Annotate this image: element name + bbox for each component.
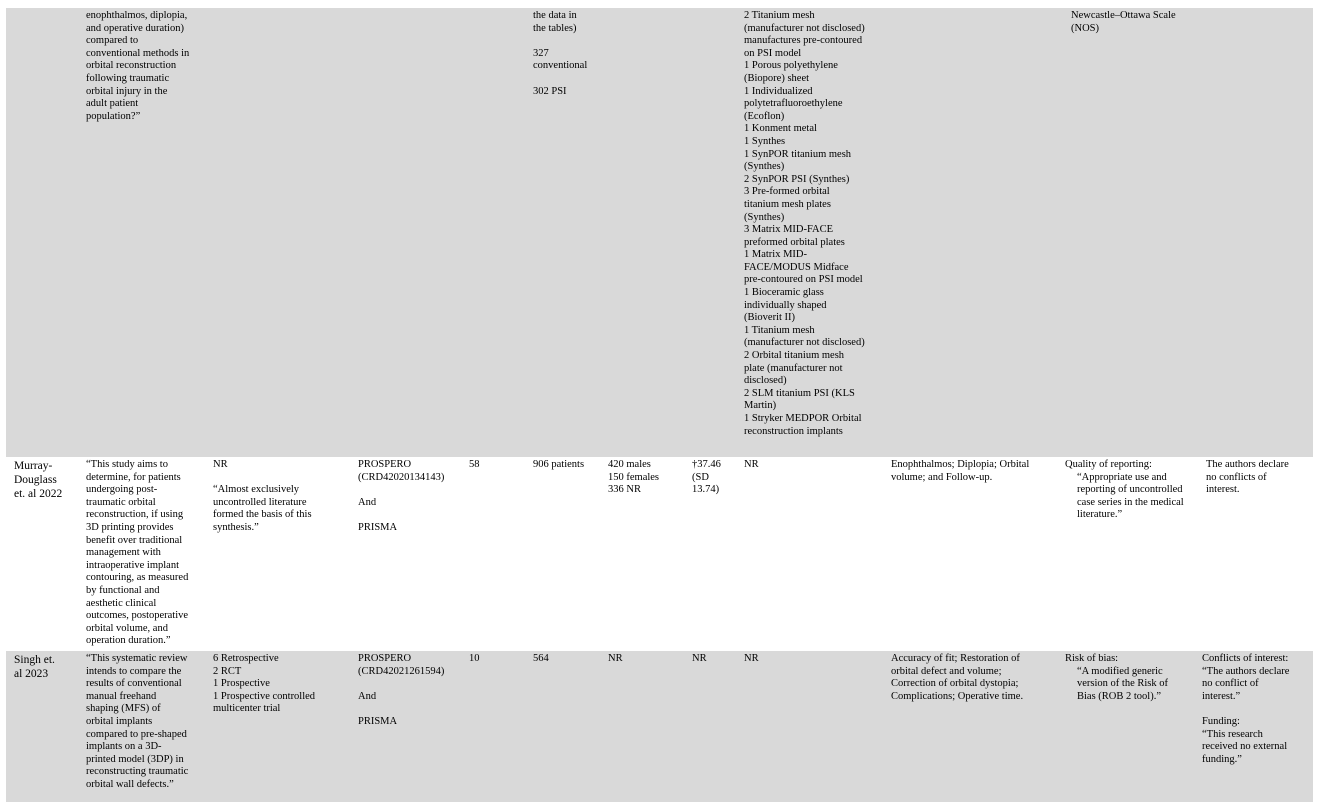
text-line: And (358, 690, 377, 702)
text-line: †37.46 (692, 459, 721, 470)
text-line: 1 Stryker MEDPOR Orbital (744, 413, 862, 424)
protocol-cell (358, 653, 468, 729)
text-line: “Appropriate use and (1077, 471, 1167, 483)
table-row (6, 8, 1313, 457)
text-line: reporting of uncontrolled (1077, 484, 1183, 496)
text-line: management with (86, 547, 161, 559)
text-line: 3D printing provides (86, 521, 174, 533)
text-line: and operative duration) (86, 22, 184, 34)
text-line (358, 703, 468, 716)
text-line: orbital wall defects.” (86, 778, 174, 790)
text-line: PROSPERO (358, 653, 412, 664)
text-line: 1 Konment metal (744, 123, 817, 135)
text-line: (Synthes) (744, 161, 785, 173)
text-line: synthesis.” (213, 521, 259, 533)
text-line: the data in (533, 10, 577, 21)
text-line: 906 patients (533, 459, 585, 470)
text-line: 6 Retrospective (213, 653, 279, 664)
text-line: orbital defect and volume; (891, 665, 1002, 677)
text-line: titanium mesh plates (744, 198, 831, 210)
text-line: received no external (1202, 741, 1288, 753)
text-line: 327 (533, 47, 549, 59)
text-line: 420 males (608, 459, 651, 470)
text-line: plate (manufacturer not (744, 362, 843, 374)
text-line: (Synthes) (744, 211, 785, 223)
patients-cell (533, 10, 603, 98)
text-line: “This systematic review (86, 653, 188, 664)
table-row (6, 651, 1313, 802)
text-line: NR (692, 653, 707, 664)
objective-cell (86, 10, 206, 123)
text-line: conventional methods in (86, 47, 190, 59)
text-line (213, 472, 353, 485)
conflicts-cell (1202, 653, 1312, 766)
text-line: no conflict of (1202, 678, 1259, 690)
text-line: Correction of orbital dystopia; (891, 678, 1019, 690)
text-line: reconstruction, if using (86, 509, 184, 521)
text-line: Martin) (744, 400, 777, 412)
text-line (358, 484, 468, 497)
text-line: the tables) (533, 22, 577, 34)
text-line: NR (744, 653, 759, 664)
text-line: Murray- (14, 460, 53, 472)
text-line: Complications; Operative time. (891, 690, 1024, 702)
text-line: reconstruction implants (744, 425, 843, 437)
text-line: “Almost exclusively (213, 484, 300, 496)
text-line: pre-contoured on PSI model (744, 274, 863, 286)
text-line: 1 Matrix MID- (744, 249, 807, 261)
quality-text (1065, 666, 1200, 704)
sex-cell (608, 459, 688, 497)
text-line: Bias (ROB 2 tool).” (1077, 690, 1161, 702)
quality-text (1065, 472, 1200, 522)
patients-cell (533, 459, 603, 472)
text-line: determine, for patients (86, 471, 181, 483)
text-line: Newcastle–Ottawa Scale (1071, 10, 1176, 21)
text-line: following traumatic (86, 72, 170, 84)
quality-label: Risk of bias: (1065, 653, 1119, 664)
text-line: 2 SLM titanium PSI (KLS (744, 387, 855, 399)
text-line: PROSPERO (358, 459, 412, 470)
text-line (533, 73, 603, 86)
text-line: interest.” (1202, 690, 1241, 702)
text-line: 1 Porous polyethylene (744, 60, 838, 72)
text-line: (Bioverit II) (744, 312, 796, 324)
text-line: funding.” (1202, 753, 1242, 765)
text-line: “A modified generic (1077, 665, 1163, 677)
text-line: uncontrolled literature (213, 496, 307, 508)
text-line: outcomes, postoperative (86, 610, 189, 622)
text-line: 1 Synthes (744, 135, 786, 147)
text-line: adult patient (86, 98, 139, 110)
text-line: shaping (MFS) of (86, 703, 161, 715)
text-line: literature.” (1077, 509, 1123, 521)
text-line: conventional (533, 60, 588, 72)
age-cell (692, 653, 740, 666)
implants-cell (744, 653, 884, 666)
text-line: Conflicts of interest: (1202, 653, 1289, 664)
text-line: NR (213, 459, 228, 470)
text-line: 2 Titanium mesh (744, 10, 815, 21)
text-line: (NOS) (1071, 22, 1099, 34)
text-line: disclosed) (744, 375, 787, 387)
design-cell (213, 459, 353, 535)
text-line: et. al 2022 (14, 488, 63, 500)
text-line: interest. (1206, 484, 1240, 496)
objective-cell (86, 653, 208, 792)
text-line (1202, 703, 1312, 716)
text-line: undergoing post- (86, 484, 158, 496)
text-line: “This research (1202, 728, 1263, 740)
text-line: operation duration.” (86, 635, 171, 647)
text-line: 1 Prospective (213, 678, 270, 690)
studies-cell: 10 (469, 653, 480, 664)
text-line: compared to pre-shaped (86, 728, 187, 740)
quality-cell (1071, 10, 1201, 35)
text-line: volume; and Follow-up. (891, 471, 993, 483)
text-line: NR (608, 653, 623, 664)
text-line: results of conventional (86, 678, 182, 690)
text-line: 13.74) (692, 484, 720, 496)
quality-cell (1065, 459, 1200, 522)
text-line: (SD (692, 471, 709, 483)
text-line: (CRD42021261594) (358, 665, 445, 677)
text-line: “The authors declare (1202, 665, 1290, 677)
text-line: no conflicts of (1206, 471, 1267, 483)
text-line: manual freehand (86, 690, 157, 702)
implants-cell (744, 459, 884, 472)
text-line (358, 678, 468, 691)
text-line: on PSI model (744, 47, 802, 59)
studies-cell: 58 (469, 459, 480, 470)
table-row (6, 457, 1313, 651)
text-line: intraoperative implant (86, 559, 180, 571)
text-line: al 2023 (14, 668, 49, 680)
text-line: orbital reconstruction (86, 60, 177, 72)
text-line: compared to (86, 35, 139, 47)
implants-cell (744, 10, 884, 438)
text-line: 1 Prospective controlled (213, 690, 316, 702)
text-line: 2 SynPOR PSI (Synthes) (744, 173, 850, 185)
text-line: 3 Matrix MID-FACE (744, 224, 834, 236)
text-line: contouring, as measured (86, 572, 189, 584)
text-line: 2 Orbital titanium mesh (744, 350, 845, 362)
text-line: 1 Bioceramic glass (744, 287, 824, 299)
study-cell (14, 653, 84, 681)
text-line: multicenter trial (213, 703, 281, 715)
protocol-cell (358, 459, 468, 535)
sex-cell (608, 653, 688, 666)
text-line: PRISMA (358, 521, 398, 533)
text-line: 302 PSI (533, 85, 567, 97)
outcomes-cell (891, 459, 1061, 484)
text-line: orbital implants (86, 715, 153, 727)
text-line: implants on a 3D- (86, 741, 162, 753)
text-line: orbital volume, and (86, 622, 168, 634)
age-cell (692, 459, 740, 497)
text-line: 564 (533, 653, 549, 664)
text-line: polytetrafluoroethylene (744, 98, 843, 110)
text-line: preformed orbital plates (744, 236, 845, 248)
text-line: 1 Individualized (744, 85, 813, 97)
text-line: reconstructing traumatic (86, 766, 189, 778)
text-line: 336 NR (608, 484, 641, 496)
text-line: benefit over traditional (86, 534, 183, 546)
text-line: Accuracy of fit; Restoration of (891, 653, 1020, 664)
text-line: printed model (3DP) in (86, 753, 184, 765)
text-line: 2 RCT (213, 665, 242, 677)
text-line: 1 SynPOR titanium mesh (744, 148, 852, 160)
text-line: And (358, 496, 377, 508)
text-line: aesthetic clinical (86, 597, 157, 609)
study-cell (14, 459, 84, 501)
objective-cell (86, 459, 208, 648)
text-line: version of the Risk of (1077, 678, 1168, 690)
text-line: individually shaped (744, 299, 827, 311)
quality-label: Quality of reporting: (1065, 459, 1152, 470)
text-line: traumatic orbital (86, 496, 156, 508)
text-line: formed the basis of this (213, 509, 312, 521)
text-line: 150 females (608, 471, 660, 483)
text-line: FACE/MODUS Midface (744, 261, 849, 273)
text-line: orbital injury in the (86, 85, 168, 97)
text-line: The authors declare (1206, 459, 1289, 470)
text-line: Singh et. (14, 654, 55, 666)
text-line: (CRD42020134143) (358, 471, 445, 483)
text-line: (Ecoflon) (744, 110, 785, 122)
text-line: NR (744, 459, 759, 470)
text-line: enophthalmos, diplopia, (86, 10, 188, 21)
conflicts-cell (1206, 459, 1311, 497)
outcomes-cell (891, 653, 1061, 703)
text-line: (manufacturer not disclosed) (744, 337, 865, 349)
text-line: (Biopore) sheet (744, 72, 810, 84)
text-line: manufactures pre-contoured (744, 35, 863, 47)
text-line: 1 Titanium mesh (744, 324, 815, 336)
text-line (533, 35, 603, 48)
text-line: 3 Pre-formed orbital (744, 186, 830, 198)
text-line: Funding: (1202, 715, 1240, 727)
text-line: Douglass (14, 474, 57, 486)
text-line: “This study aims to (86, 459, 168, 470)
design-cell (213, 653, 353, 716)
patients-cell (533, 653, 603, 666)
text-line: Enophthalmos; Diplopia; Orbital (891, 459, 1030, 470)
quality-cell (1065, 653, 1200, 703)
text-line: by functional and (86, 584, 160, 596)
text-line: PRISMA (358, 715, 398, 727)
text-line: intends to compare the (86, 665, 182, 677)
text-line: (manufacturer not disclosed) (744, 22, 865, 34)
text-line: population?” (86, 110, 141, 122)
text-line (358, 509, 468, 522)
text-line: case series in the medical (1077, 496, 1184, 508)
